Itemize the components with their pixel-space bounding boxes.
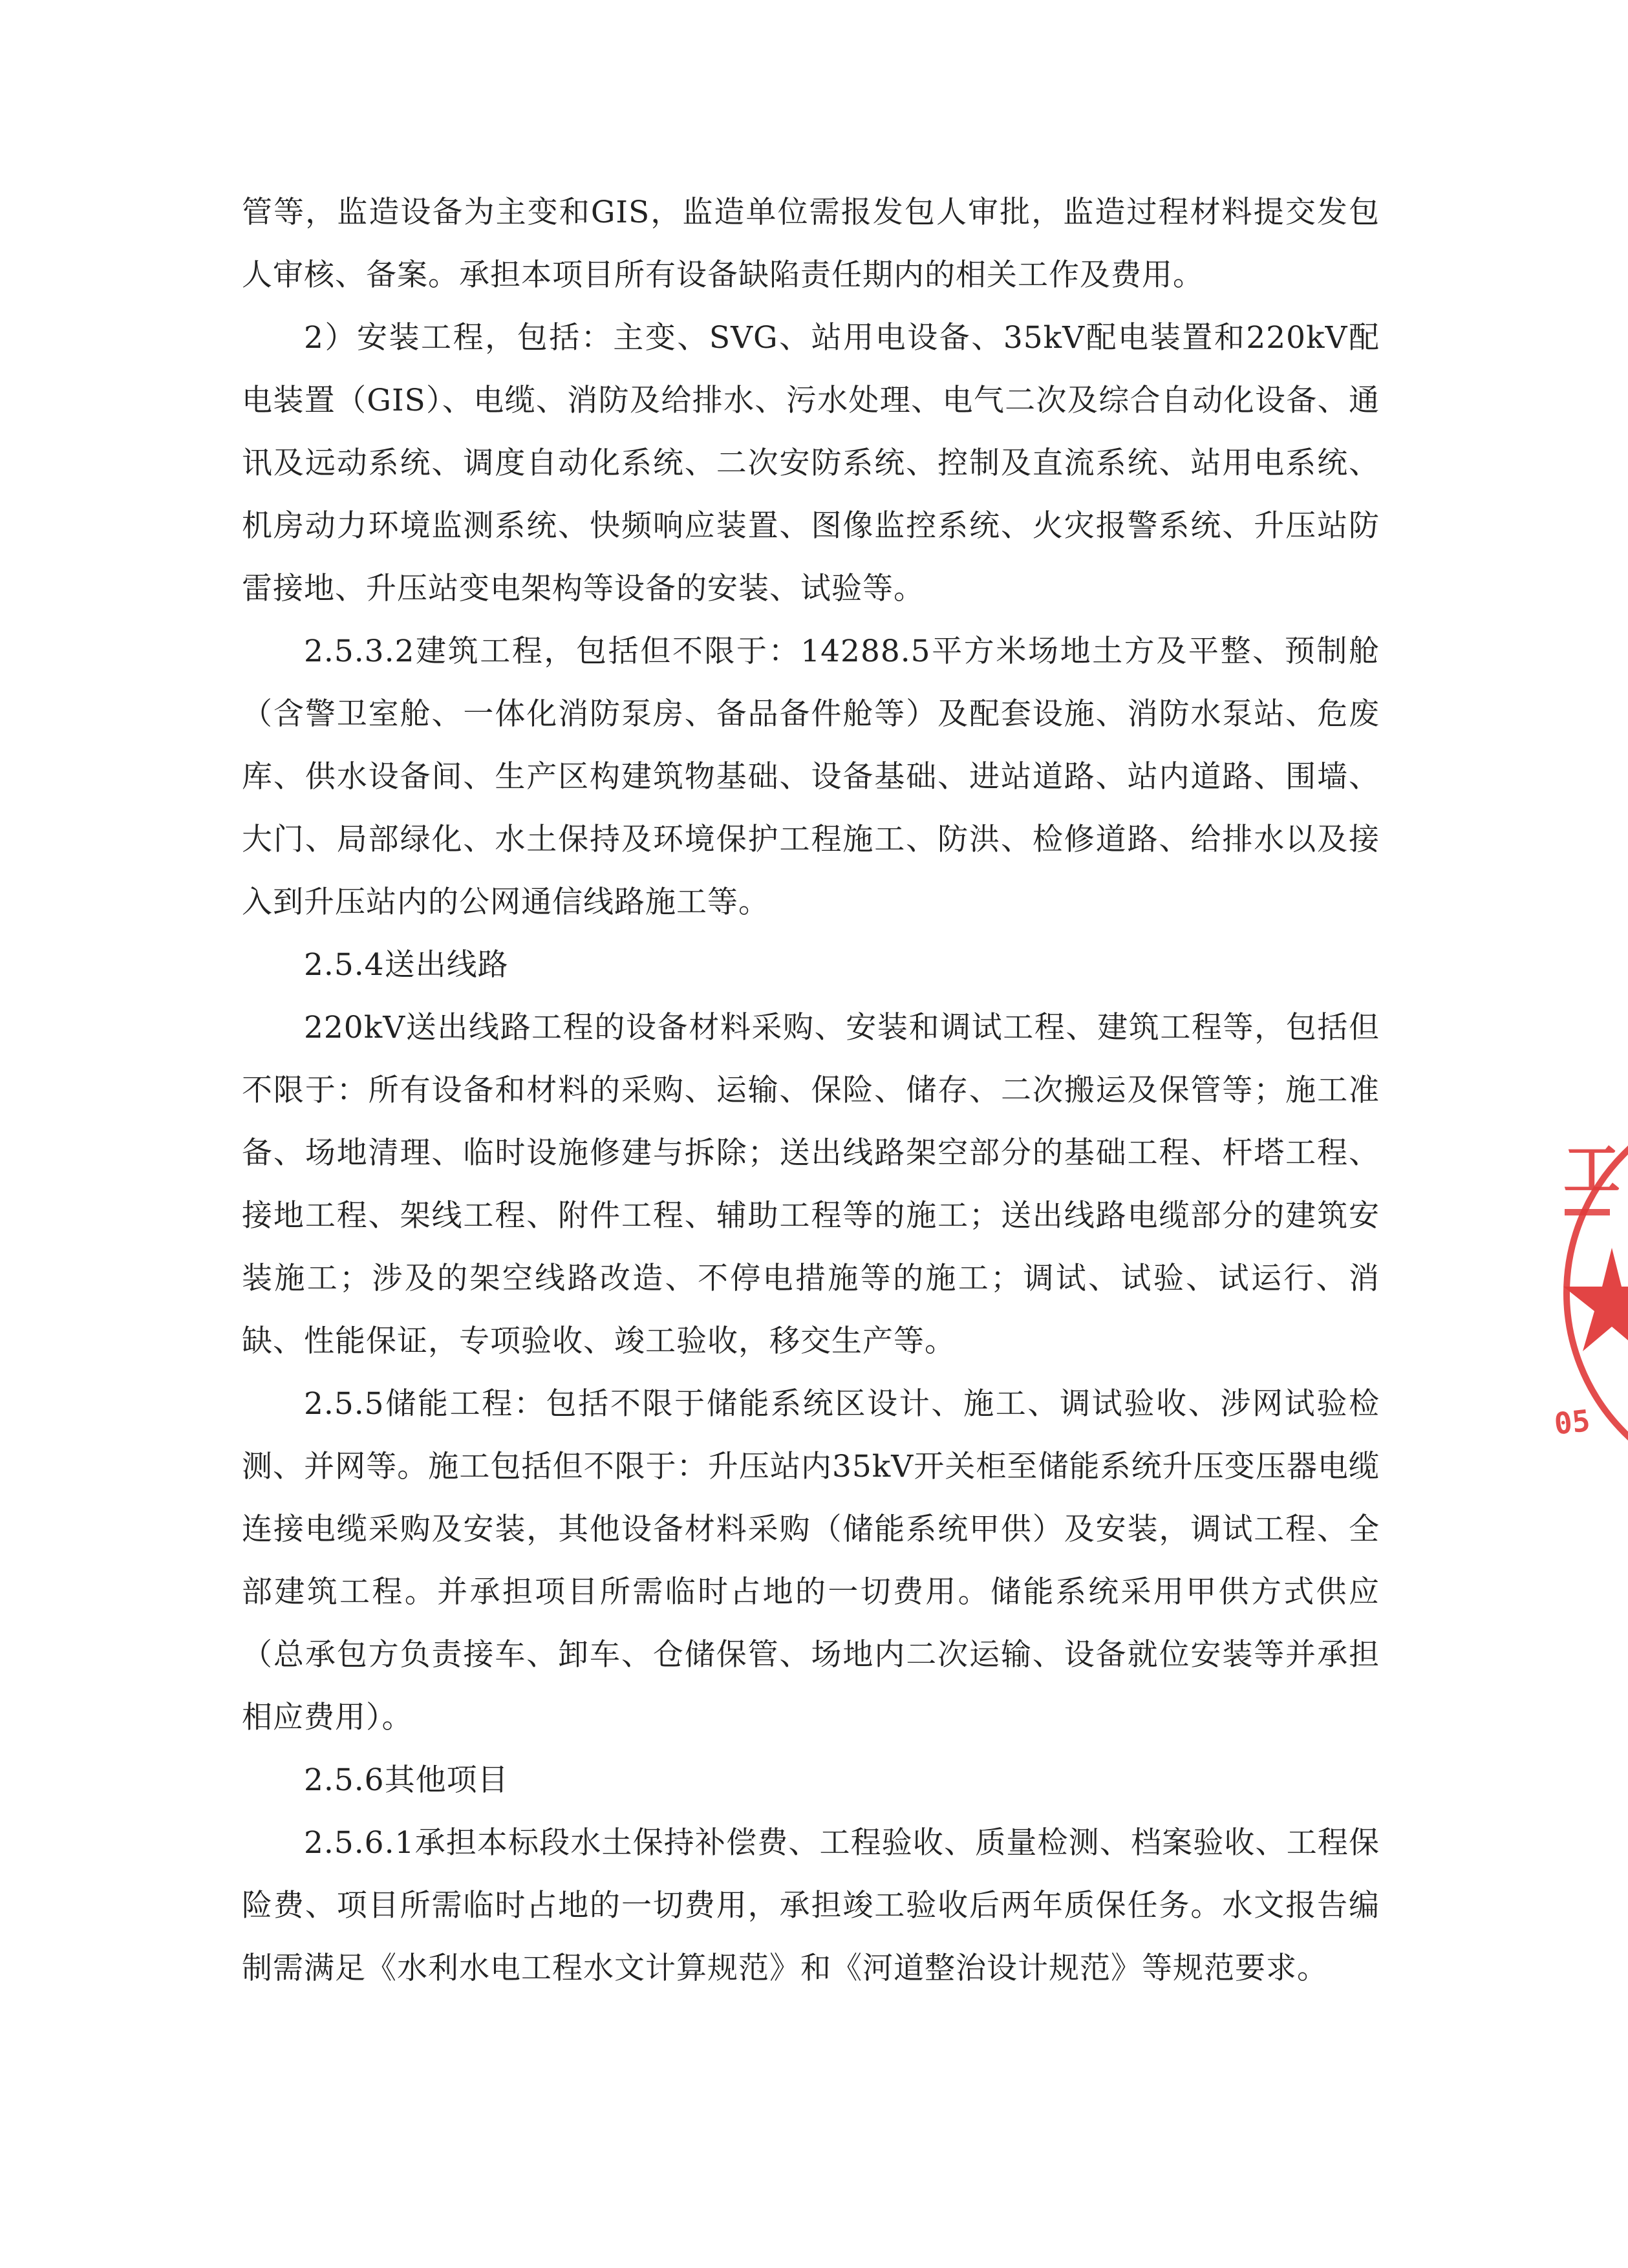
document-body: [242, 181, 1380, 2000]
svg-text:05: 05: [1552, 1402, 1592, 1442]
paragraph-energy-storage: 2.5.5储能工程：包括不限于储能系统区设计、施工、调试验收、涉网试验检测、并网等。施工包括但不限于：升压站内35kV开关柜至储能系统升压变压器电缆连接电缆采购及安装，其他设备材料采购（储能系统甲供）及安装，调试工程、全部建筑工程。并承担项目所需临时占地的一切费用。储能系统采用甲供方式供应（总承包方负责接车、卸车、仓储保管、场地内二次运输、设备就位安装等并承担相应费用）。: [242, 1386, 1380, 1735]
section-heading-other: 2.5.6其他项目: [304, 1762, 509, 1798]
paragraph-construction: 2.5.3.2建筑工程，包括但不限于：14288.5平方米场地土方及平整、预制舱（含警卫室舱、一体化消防泵房、备品备件舱等）及配套设施、消防水泵站、危废库、供水设备间、生产区构建筑物基础、设备基础、进站道路、站内道路、围墙、大门、局部绿化、水土保持及环境保护工程施工、防洪、检修道路、给排水以及接入到升压站内的公网通信线路施工等。: [242, 634, 1380, 920]
paragraph-continuation: 管等，监造设备为主变和GIS，监造单位需报发包人审批，监造过程材料提交发包人审核、备案。承担本项目所有设备缺陷责任期内的相关工作及费用。: [242, 195, 1380, 293]
section-heading-transmission: 2.5.4送出线路: [304, 947, 509, 983]
paragraph-installation: 2）安装工程，包括：主变、SVG、站用电设备、35kV配电装置和220kV配电装置（GIS）、电缆、消防及给排水、污水处理、电气二次及综合自动化设备、通讯及远动系统、调度自动化系统、二次安防系统、控制及直流系统、站用电系统、机房动力环境监测系统、快频响应装置、图像监控系统、火灾报警系统、升压站防雷接地、升压站变电架构等设备的安装、试验等。: [242, 320, 1380, 606]
svg-text:工: 工: [1563, 1137, 1621, 1203]
seal-stamp-graphic: [1550, 1099, 1628, 1500]
paragraph-transmission: 220kV送出线路工程的设备材料采购、安装和调试工程、建筑工程等，包括但不限于：所有设备和材料的采购、运输、保险、储存、二次搬运及保管等；施工准备、场地清理、临时设施修建与拆除；送出线路架空部分的基础工程、杆塔工程、接地工程、架线工程、附件工程、辅助工程等的施工；送出线路电缆部分的建筑安装施工；涉及的架空线路改造、不停电措施等的施工；调试、试验、试运行、消缺、性能保证，专项验收、竣工验收，移交生产等。: [242, 1010, 1380, 1359]
paragraph-other-items: 2.5.6.1承担本标段水土保持补偿费、工程验收、质量检测、档案验收、工程保险费、项目所需临时占地的一切费用，承担竣工验收后两年质保任务。水文报告编制需满足《水利水电工程水文计算规范》和《河道整治设计规范》等规范要求。: [242, 1825, 1380, 1986]
seal-stamp: [1550, 1099, 1628, 1500]
